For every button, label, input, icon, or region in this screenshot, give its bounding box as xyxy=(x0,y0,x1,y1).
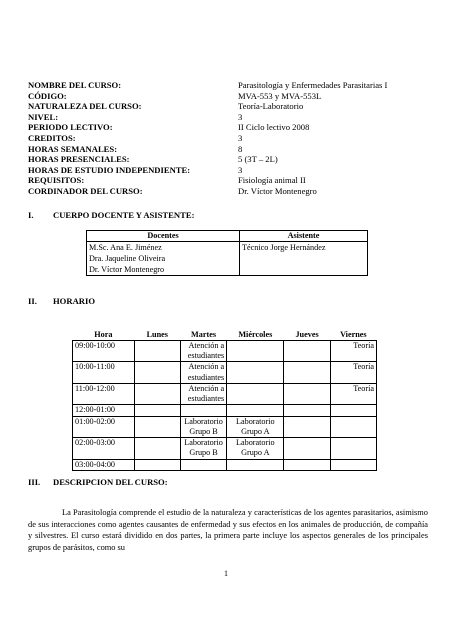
schedule-cell-hora: 11:00-12:00 xyxy=(73,383,135,404)
course-info-row xyxy=(28,165,428,176)
course-info-label: CORDINADOR DEL CURSO: xyxy=(28,185,143,196)
schedule-cell-jueves xyxy=(284,416,330,437)
course-info-row xyxy=(28,144,428,155)
schedule-cell-jueves xyxy=(284,459,330,471)
section-heading-description xyxy=(28,477,168,487)
description-text: La Parasitología comprende el estudio de la naturaleza y características de los agentes parasitarios, asimismo de sus interacciones como agentes causantes de enfermedad y sus efectos en los animales de producción, de compañía y silvestres. El curso estará dividido en dos partes, la primera parte incluye los aspectos generales de los principales grupos de parásitos, como su xyxy=(28,508,428,552)
course-info-value: Fisiología animal II xyxy=(238,175,306,186)
schedule-cell-hora: 10:00-11:00 xyxy=(73,362,135,383)
course-info-value: 3 xyxy=(238,111,243,122)
course-info-label: PERIODO LECTIVO: xyxy=(28,122,113,133)
schedule-cell-miercoles xyxy=(227,459,284,471)
staff-docentes-cell xyxy=(87,242,240,276)
schedule-row xyxy=(73,362,377,383)
course-info-row xyxy=(28,175,428,186)
schedule-cell-lunes xyxy=(134,341,180,362)
section-title: DESCRIPCION DEL CURSO: xyxy=(53,477,168,487)
course-info-value: MVA-553 y MVA-553L xyxy=(238,90,322,101)
schedule-cell-martes xyxy=(180,362,226,383)
course-description xyxy=(28,507,428,553)
schedule-cell-miercoles xyxy=(227,405,284,417)
course-info-row xyxy=(28,186,428,197)
schedule-cell-line: Grupo A xyxy=(241,448,270,458)
course-info-value: Dr. Víctor Montenegro xyxy=(238,185,317,196)
schedule-header-lunes: Lunes xyxy=(134,330,180,341)
section-number: II. xyxy=(28,296,37,306)
schedule-cell-martes xyxy=(180,438,226,459)
schedule-cell-viernes: Teoría xyxy=(330,362,376,383)
schedule-cell-hora: 02:00-03:00 xyxy=(73,438,135,459)
course-info-label: NATURALEZA DEL CURSO: xyxy=(28,101,142,112)
course-info-label: HORAS SEMANALES: xyxy=(28,143,118,154)
staff-header-asistente: Asistente xyxy=(240,231,368,242)
schedule-cell-viernes xyxy=(330,438,376,459)
schedule-cell-martes xyxy=(180,416,226,437)
schedule-cell-line: Laboratorio xyxy=(235,416,275,426)
schedule-cell-line: estudiantes xyxy=(187,372,225,382)
schedule-cell-line: Atención a xyxy=(188,362,225,372)
course-info-label: CÓDIGO: xyxy=(28,90,67,101)
schedule-cell-line: estudiantes xyxy=(187,394,225,404)
schedule-cell-martes xyxy=(180,405,226,417)
schedule-header-martes: Martes xyxy=(180,330,226,341)
schedule-cell-miercoles xyxy=(227,362,284,383)
course-info-row xyxy=(28,112,428,123)
section-number: I. xyxy=(28,210,34,220)
schedule-row xyxy=(73,341,377,362)
section-title: CUERPO DOCENTE Y ASISTENTE: xyxy=(53,210,195,220)
docente-name: Dra. Jaqueline Oliveira xyxy=(89,254,166,263)
schedule-header-jueves: Jueves xyxy=(284,330,330,341)
schedule-cell-miercoles xyxy=(227,416,284,437)
schedule-cell-line: Laboratorio xyxy=(184,416,223,426)
section-number: III. xyxy=(28,477,41,487)
schedule-header-miercoles: Miércoles xyxy=(227,330,284,341)
schedule-cell-line: Grupo B xyxy=(189,426,218,436)
schedule-cell-lunes xyxy=(134,459,180,471)
course-info-value: II Ciclo lectivo 2008 xyxy=(238,122,310,133)
schedule-cell-line: Atención a xyxy=(188,341,225,350)
course-info-label: CREDITOS: xyxy=(28,132,76,143)
docente-name: M.Sc. Ana E. Jiménez xyxy=(89,243,162,252)
schedule-cell-lunes xyxy=(134,405,180,417)
schedule-cell-miercoles xyxy=(227,438,284,459)
schedule-header-hora: Hora xyxy=(73,330,135,341)
section-heading-schedule xyxy=(28,296,95,306)
schedule-header-viernes: Viernes xyxy=(330,330,376,341)
schedule-cell-viernes xyxy=(330,405,376,417)
schedule-row xyxy=(73,459,377,471)
schedule-cell-martes xyxy=(180,341,226,362)
schedule-cell-hora: 03:00-04:00 xyxy=(73,459,135,471)
schedule-cell-jueves xyxy=(284,438,330,459)
schedule-cell-hora: 12:00-01:00 xyxy=(73,405,135,417)
staff-asistente-cell: Técnico Jorge Hernández xyxy=(240,242,368,276)
section-title: HORARIO xyxy=(53,296,96,306)
course-info-label: HORAS DE ESTUDIO INDEPENDIENTE: xyxy=(28,164,191,175)
schedule-row xyxy=(73,416,377,437)
staff-header-docentes: Docentes xyxy=(87,231,240,242)
course-info-row xyxy=(28,122,428,133)
schedule-cell-line: Grupo B xyxy=(189,448,218,458)
course-info-value: Parasitología y Enfermedades Parasitarias I xyxy=(238,80,388,90)
docente-name: Dr. Víctor Montenegro xyxy=(89,265,165,274)
schedule-cell-lunes xyxy=(134,362,180,383)
schedule-cell-line: Laboratorio xyxy=(235,438,275,448)
schedule-row xyxy=(73,438,377,459)
course-info-value: 5 (3T – 2L) xyxy=(238,154,278,165)
course-info-label: NOMBRE DEL CURSO: xyxy=(28,80,122,90)
course-info-label: REQUISITOS: xyxy=(28,175,85,186)
course-info xyxy=(28,80,428,197)
course-info-value: 8 xyxy=(238,143,243,154)
schedule-cell-martes xyxy=(180,459,226,471)
schedule-cell-lunes xyxy=(134,383,180,404)
schedule-cell-line: Laboratorio xyxy=(184,438,223,448)
course-info-label: NIVEL: xyxy=(28,111,59,122)
schedule-cell-martes xyxy=(180,383,226,404)
schedule-cell-line: estudiantes xyxy=(187,351,225,361)
schedule-cell-line: Grupo A xyxy=(241,426,270,436)
schedule-cell-lunes xyxy=(134,438,180,459)
course-info-value: Teoría-Laboratorio xyxy=(238,101,304,112)
schedule-cell-viernes: Teoría xyxy=(330,341,376,362)
schedule-cell-jueves xyxy=(284,341,330,362)
schedule-table xyxy=(72,330,377,471)
schedule-cell-jueves xyxy=(284,362,330,383)
course-info-value: 3 xyxy=(238,132,243,143)
course-info-value: 3 xyxy=(238,164,243,175)
schedule-row xyxy=(73,405,377,417)
schedule-cell-hora: 01:00-02:00 xyxy=(73,416,135,437)
schedule-cell-miercoles xyxy=(227,383,284,404)
schedule-row xyxy=(73,383,377,404)
schedule-cell-viernes xyxy=(330,416,376,437)
course-info-row xyxy=(28,133,428,144)
course-info-label: HORAS PRESENCIALES: xyxy=(28,154,130,165)
course-info-row xyxy=(28,91,428,102)
course-info-row xyxy=(28,80,428,91)
section-heading-staff xyxy=(28,210,194,220)
schedule-cell-hora: 09:00-10:00 xyxy=(73,341,135,362)
schedule-cell-miercoles xyxy=(227,341,284,362)
schedule-cell-viernes: Teoría xyxy=(330,383,376,404)
course-info-row xyxy=(28,154,428,165)
page-number: 1 xyxy=(224,569,228,578)
schedule-cell-jueves xyxy=(284,383,330,404)
schedule-cell-line: Atención a xyxy=(188,383,225,393)
schedule-cell-viernes xyxy=(330,459,376,471)
course-info-row xyxy=(28,101,428,112)
staff-table xyxy=(86,230,368,276)
schedule-cell-lunes xyxy=(134,416,180,437)
schedule-cell-jueves xyxy=(284,405,330,417)
